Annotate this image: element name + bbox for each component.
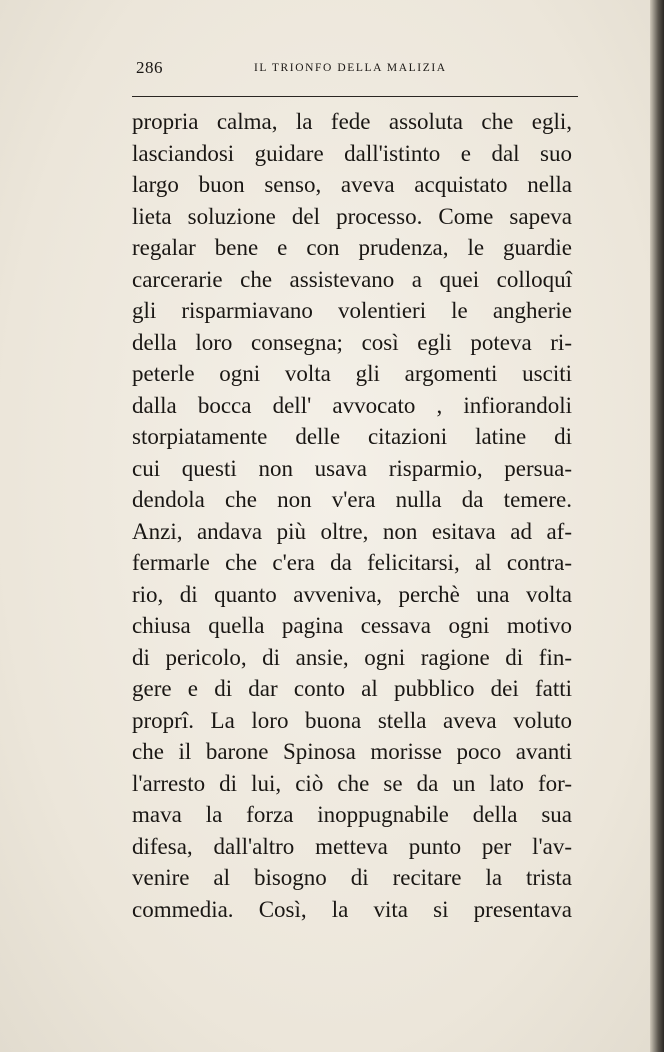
text-line: chiusa quella pagina cessava ogni motivo [132,613,572,638]
text-line: della loro consegna; così egli poteva ri- [132,329,572,355]
text-line: carcerarie che assistevano a quei colloquî [132,266,572,292]
text-line: di pericolo, di ansie, ogni ragione di fin- [132,644,572,670]
text-line: dendola che non v'era nulla da temere. [132,487,572,512]
text-line: che il barone Spinosa morisse poco avanti [132,739,572,764]
text-line: gere e di dar conto al pubblico dei fatti [132,676,572,701]
text-line: fermarle che c'era da felicitarsi, al contra- [132,550,572,575]
text-line: cui questi non usava risparmio, persua- [132,455,572,481]
body-text [132,106,572,925]
text-line: lieta soluzione del processo. Come sapeva [132,203,572,229]
text-line: commedia. Così, la vita si presentava [132,896,572,922]
page-number: 286 [136,58,163,77]
text-line: peterle ogni volta gli argomenti usciti [132,361,572,386]
page-edge-shadow [650,0,664,1052]
text-line: largo buon senso, aveva acquistato nella [132,172,572,197]
text-line: l'arresto di lui, ciò che se da un lato for- [132,770,572,796]
running-title: IL TRIONFO DELLA MALIZIA [254,62,447,74]
text-line: gli risparmiavano volentieri le angherie [132,298,572,323]
text-line: proprî. La loro buona stella aveva voluto [132,707,572,733]
header-rule [132,96,578,97]
text-line: rio, di quanto avveniva, perchè una volta [132,581,572,607]
text-line: mava la forza inoppugnabile della sua [132,802,572,827]
text-line: Anzi, andava più oltre, non esitava ad af- [132,518,572,544]
page-header [136,58,576,84]
text-line: regalar bene e con prudenza, le guardie [132,235,572,260]
text-line: propria calma, la fede assoluta che egli, [132,109,572,134]
text-line: storpiatamente delle citazioni latine di [132,424,572,449]
text-line: lasciandosi guidare dall'istinto e dal suo [132,140,572,166]
text-line: difesa, dall'altro metteva punto per l'av- [132,833,572,859]
text-line: dalla bocca dell' avvocato , infiorandoli [132,392,572,418]
text-line: venire al bisogno di recitare la trista [132,865,572,890]
